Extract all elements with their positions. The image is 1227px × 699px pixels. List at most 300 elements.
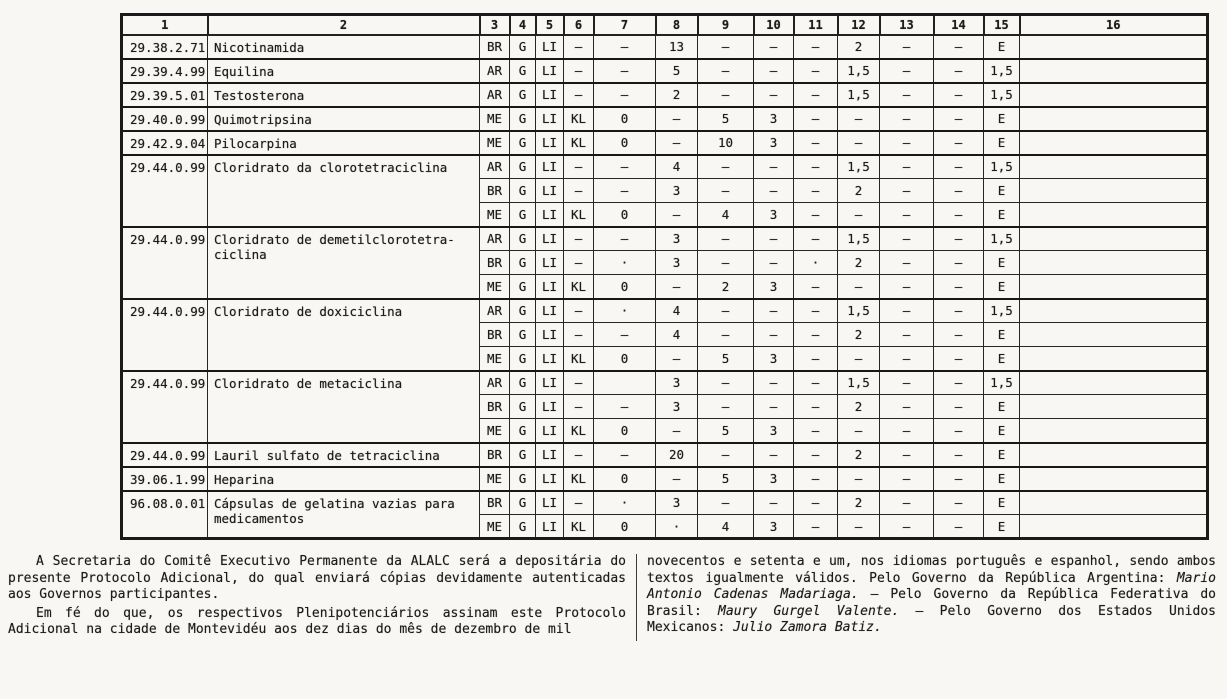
value-cell-col-10: 3 xyxy=(754,467,794,491)
value-cell-col-11: — xyxy=(794,371,838,395)
value-cell-col-9: 5 xyxy=(698,347,754,371)
value-cell-col-13: — xyxy=(880,251,934,275)
tariff-code-cell: 29.42.9.04 xyxy=(122,131,208,155)
table-row xyxy=(122,35,1208,59)
value-cell-col-13: — xyxy=(880,443,934,467)
value-cell-col-13: — xyxy=(880,107,934,131)
value-cell-col-11: — xyxy=(794,299,838,323)
value-cell-col-12: — xyxy=(838,107,880,131)
value-cell-col-14: — xyxy=(934,227,984,251)
value-cell-col-8: 3 xyxy=(656,227,698,251)
value-cell-col-15: E xyxy=(984,107,1020,131)
value-cell-col-9: 2 xyxy=(698,275,754,299)
value-cell-col-8: 3 xyxy=(656,179,698,203)
value-cell-col-9: — xyxy=(698,251,754,275)
value-cell-col-9: — xyxy=(698,299,754,323)
table-body xyxy=(122,35,1208,539)
value-cell-col-12: — xyxy=(838,347,880,371)
value-cell-col-3: ME xyxy=(480,131,510,155)
value-cell-col-15: E xyxy=(984,35,1020,59)
table-row xyxy=(122,371,1208,395)
value-cell-col-14: — xyxy=(934,371,984,395)
value-cell-col-13: — xyxy=(880,347,934,371)
value-cell-col-3: AR xyxy=(480,371,510,395)
value-cell-col-4: G xyxy=(510,299,536,323)
value-cell-col-9: — xyxy=(698,371,754,395)
signatory-name: Julio Zamora Batiz. xyxy=(733,620,882,635)
value-cell-col-10: 3 xyxy=(754,419,794,443)
column-header: 7 xyxy=(594,15,656,35)
value-cell-col-8: · xyxy=(656,515,698,539)
value-cell-col-11: — xyxy=(794,35,838,59)
value-cell-col-15: 1,5 xyxy=(984,227,1020,251)
tariff-code-cell: 29.44.0.99 xyxy=(122,371,208,443)
value-cell-col-16 xyxy=(1020,515,1208,539)
tariff-code-cell: 29.44.0.99 xyxy=(122,443,208,467)
value-cell-col-10: — xyxy=(754,35,794,59)
value-cell-col-11: — xyxy=(794,203,838,227)
value-cell-col-13: — xyxy=(880,419,934,443)
value-cell-col-14: — xyxy=(934,347,984,371)
value-cell-col-6: KL xyxy=(564,107,594,131)
value-cell-col-6: — xyxy=(564,371,594,395)
value-cell-col-10: — xyxy=(754,155,794,179)
value-cell-col-9: — xyxy=(698,59,754,83)
value-cell-col-14: — xyxy=(934,491,984,515)
tariff-code-cell: 29.39.5.01 xyxy=(122,83,208,107)
product-name-cell: Cloridrato da clorotetraciclina xyxy=(208,155,480,227)
value-cell-col-8: — xyxy=(656,203,698,227)
value-cell-col-3: AR xyxy=(480,299,510,323)
value-cell-col-4: G xyxy=(510,467,536,491)
value-cell-col-3: ME xyxy=(480,107,510,131)
value-cell-col-10: — xyxy=(754,227,794,251)
value-cell-col-5: LI xyxy=(536,347,564,371)
value-cell-col-6: — xyxy=(564,443,594,467)
column-header: 8 xyxy=(656,15,698,35)
value-cell-col-5: LI xyxy=(536,299,564,323)
value-cell-col-6: KL xyxy=(564,203,594,227)
value-cell-col-11: — xyxy=(794,155,838,179)
product-name-cell: Lauril sulfato de tetraciclina xyxy=(208,443,480,467)
value-cell-col-7: — xyxy=(594,227,656,251)
value-cell-col-15: E xyxy=(984,323,1020,347)
value-cell-col-16 xyxy=(1020,131,1208,155)
value-cell-col-8: 3 xyxy=(656,371,698,395)
value-cell-col-4: G xyxy=(510,203,536,227)
value-cell-col-8: 20 xyxy=(656,443,698,467)
value-cell-col-3: BR xyxy=(480,443,510,467)
value-cell-col-5: LI xyxy=(536,443,564,467)
value-cell-col-6: KL xyxy=(564,467,594,491)
value-cell-col-13: — xyxy=(880,467,934,491)
value-cell-col-5: LI xyxy=(536,179,564,203)
value-cell-col-16 xyxy=(1020,227,1208,251)
value-cell-col-16 xyxy=(1020,491,1208,515)
value-cell-col-12: 2 xyxy=(838,323,880,347)
value-cell-col-3: AR xyxy=(480,227,510,251)
product-name-cell: Cloridrato de doxiciclina xyxy=(208,299,480,371)
value-cell-col-11: — xyxy=(794,323,838,347)
value-cell-col-15: E xyxy=(984,443,1020,467)
value-cell-col-5: LI xyxy=(536,59,564,83)
value-cell-col-5: LI xyxy=(536,107,564,131)
value-cell-col-11: — xyxy=(794,131,838,155)
value-cell-col-3: ME xyxy=(480,467,510,491)
value-cell-col-10: — xyxy=(754,59,794,83)
value-cell-col-4: G xyxy=(510,275,536,299)
product-name-cell: Equilina xyxy=(208,59,480,83)
footer-text-segment: — Pelo Governo dos Estados Unidos Mexicanos: xyxy=(647,603,1216,635)
value-cell-col-14: — xyxy=(934,107,984,131)
column-header: 13 xyxy=(880,15,934,35)
value-cell-col-9: — xyxy=(698,179,754,203)
value-cell-col-5: LI xyxy=(536,155,564,179)
value-cell-col-13: — xyxy=(880,395,934,419)
value-cell-col-10: — xyxy=(754,491,794,515)
value-cell-col-6: — xyxy=(564,59,594,83)
value-cell-col-15: E xyxy=(984,467,1020,491)
value-cell-col-12: 2 xyxy=(838,179,880,203)
value-cell-col-16 xyxy=(1020,59,1208,83)
tariff-code-cell: 29.44.0.99 xyxy=(122,155,208,227)
value-cell-col-15: E xyxy=(984,179,1020,203)
value-cell-col-7: — xyxy=(594,35,656,59)
value-cell-col-10: — xyxy=(754,251,794,275)
value-cell-col-8: 4 xyxy=(656,155,698,179)
value-cell-col-8: 3 xyxy=(656,251,698,275)
footer-left-column xyxy=(8,554,626,641)
value-cell-col-16 xyxy=(1020,107,1208,131)
footer-paragraph: Em fé do que, os respectivos Plenipotenciários assinam este Protocolo Adicional na cidade de Montevidéu aos dez dias do mês de dezembro de mil xyxy=(8,605,626,637)
value-cell-col-7: — xyxy=(594,83,656,107)
value-cell-col-6: — xyxy=(564,179,594,203)
value-cell-col-3: BR xyxy=(480,323,510,347)
value-cell-col-10: — xyxy=(754,323,794,347)
value-cell-col-12: 1,5 xyxy=(838,227,880,251)
value-cell-col-13: — xyxy=(880,131,934,155)
value-cell-col-10: 3 xyxy=(754,515,794,539)
value-cell-col-16 xyxy=(1020,467,1208,491)
value-cell-col-13: — xyxy=(880,35,934,59)
value-cell-col-8: 3 xyxy=(656,491,698,515)
tariff-code-cell: 29.44.0.99 xyxy=(122,299,208,371)
value-cell-col-16 xyxy=(1020,347,1208,371)
value-cell-col-5: LI xyxy=(536,275,564,299)
value-cell-col-7: 0 xyxy=(594,107,656,131)
value-cell-col-11: — xyxy=(794,419,838,443)
value-cell-col-10: — xyxy=(754,443,794,467)
value-cell-col-7: — xyxy=(594,443,656,467)
value-cell-col-3: BR xyxy=(480,491,510,515)
value-cell-col-12: 1,5 xyxy=(838,299,880,323)
footer-paragraph: A Secretaria do Comitê Executivo Permanente da ALALC será a depositária do presente Protocolo Adicional, do qual enviará cópias devidamente autenticadas aos Governos participantes. xyxy=(8,554,626,602)
value-cell-col-14: — xyxy=(934,275,984,299)
value-cell-col-11: · xyxy=(794,251,838,275)
value-cell-col-7: 0 xyxy=(594,131,656,155)
value-cell-col-14: — xyxy=(934,131,984,155)
tariff-concessions-table xyxy=(120,13,1209,540)
value-cell-col-6: — xyxy=(564,491,594,515)
value-cell-col-5: LI xyxy=(536,251,564,275)
value-cell-col-11: — xyxy=(794,179,838,203)
value-cell-col-15: 1,5 xyxy=(984,83,1020,107)
value-cell-col-14: — xyxy=(934,155,984,179)
footer-text-segment: — Pelo Governo da República Federativa do Brasil: xyxy=(647,587,1216,619)
tariff-code-cell: 29.39.4.99 xyxy=(122,59,208,83)
value-cell-col-3: BR xyxy=(480,251,510,275)
value-cell-col-13: — xyxy=(880,275,934,299)
column-header: 9 xyxy=(698,15,754,35)
value-cell-col-4: G xyxy=(510,491,536,515)
value-cell-col-6: KL xyxy=(564,275,594,299)
value-cell-col-12: — xyxy=(838,203,880,227)
value-cell-col-3: ME xyxy=(480,419,510,443)
value-cell-col-9: — xyxy=(698,443,754,467)
column-header: 2 xyxy=(208,15,480,35)
value-cell-col-8: — xyxy=(656,467,698,491)
value-cell-col-9: — xyxy=(698,227,754,251)
value-cell-col-4: G xyxy=(510,107,536,131)
value-cell-col-11: — xyxy=(794,107,838,131)
value-cell-col-3: ME xyxy=(480,275,510,299)
value-cell-col-15: E xyxy=(984,131,1020,155)
value-cell-col-13: — xyxy=(880,179,934,203)
value-cell-col-16 xyxy=(1020,155,1208,179)
value-cell-col-9: — xyxy=(698,35,754,59)
value-cell-col-8: 4 xyxy=(656,299,698,323)
value-cell-col-6: KL xyxy=(564,419,594,443)
value-cell-col-7: 0 xyxy=(594,275,656,299)
value-cell-col-10: 3 xyxy=(754,347,794,371)
value-cell-col-13: — xyxy=(880,155,934,179)
footer-right-column xyxy=(647,554,1216,641)
value-cell-col-10: — xyxy=(754,395,794,419)
value-cell-col-15: E xyxy=(984,203,1020,227)
value-cell-col-14: — xyxy=(934,323,984,347)
value-cell-col-16 xyxy=(1020,299,1208,323)
table-row xyxy=(122,107,1208,131)
value-cell-col-5: LI xyxy=(536,227,564,251)
value-cell-col-7: — xyxy=(594,323,656,347)
value-cell-col-12: 2 xyxy=(838,395,880,419)
value-cell-col-7: — xyxy=(594,179,656,203)
value-cell-col-7: · xyxy=(594,299,656,323)
value-cell-col-15: E xyxy=(984,419,1020,443)
value-cell-col-16 xyxy=(1020,371,1208,395)
value-cell-col-5: LI xyxy=(536,131,564,155)
value-cell-col-9: 5 xyxy=(698,467,754,491)
value-cell-col-13: — xyxy=(880,491,934,515)
value-cell-col-5: LI xyxy=(536,371,564,395)
value-cell-col-4: G xyxy=(510,83,536,107)
value-cell-col-11: — xyxy=(794,59,838,83)
product-name-cell: Testosterona xyxy=(208,83,480,107)
value-cell-col-12: — xyxy=(838,275,880,299)
value-cell-col-14: — xyxy=(934,35,984,59)
value-cell-col-13: — xyxy=(880,371,934,395)
value-cell-col-13: — xyxy=(880,299,934,323)
product-name-cell: Pilocarpina xyxy=(208,131,480,155)
value-cell-col-10: 3 xyxy=(754,203,794,227)
value-cell-col-9: — xyxy=(698,395,754,419)
column-header: 1 xyxy=(122,15,208,35)
value-cell-col-12: 2 xyxy=(838,35,880,59)
value-cell-col-6: — xyxy=(564,323,594,347)
value-cell-col-16 xyxy=(1020,83,1208,107)
value-cell-col-5: LI xyxy=(536,515,564,539)
value-cell-col-6: — xyxy=(564,299,594,323)
value-cell-col-15: E xyxy=(984,395,1020,419)
value-cell-col-10: — xyxy=(754,299,794,323)
tariff-code-cell: 39.06.1.99 xyxy=(122,467,208,491)
value-cell-col-11: — xyxy=(794,491,838,515)
value-cell-col-9: — xyxy=(698,323,754,347)
value-cell-col-13: — xyxy=(880,83,934,107)
value-cell-col-15: 1,5 xyxy=(984,155,1020,179)
value-cell-col-5: LI xyxy=(536,491,564,515)
value-cell-col-15: 1,5 xyxy=(984,371,1020,395)
footer-right-text xyxy=(647,554,1216,637)
value-cell-col-7: 0 xyxy=(594,419,656,443)
value-cell-col-15: E xyxy=(984,515,1020,539)
value-cell-col-9: 5 xyxy=(698,419,754,443)
value-cell-col-12: 1,5 xyxy=(838,155,880,179)
column-header: 5 xyxy=(536,15,564,35)
value-cell-col-4: G xyxy=(510,155,536,179)
product-name-cell: Cloridrato de demetilclorotetra- ciclina xyxy=(208,227,480,299)
value-cell-col-10: 3 xyxy=(754,275,794,299)
value-cell-col-4: G xyxy=(510,179,536,203)
value-cell-col-12: 2 xyxy=(838,443,880,467)
value-cell-col-15: 1,5 xyxy=(984,59,1020,83)
value-cell-col-5: LI xyxy=(536,35,564,59)
value-cell-col-6: — xyxy=(564,155,594,179)
value-cell-col-12: 2 xyxy=(838,251,880,275)
value-cell-col-9: — xyxy=(698,83,754,107)
table-row xyxy=(122,299,1208,323)
value-cell-col-15: E xyxy=(984,491,1020,515)
value-cell-col-3: BR xyxy=(480,179,510,203)
signatory-name: Mario Antonio Cadenas Madariaga. xyxy=(647,570,1216,602)
value-cell-col-14: — xyxy=(934,515,984,539)
value-cell-col-8: — xyxy=(656,275,698,299)
value-cell-col-3: BR xyxy=(480,395,510,419)
value-cell-col-16 xyxy=(1020,251,1208,275)
value-cell-col-6: KL xyxy=(564,131,594,155)
value-cell-col-11: — xyxy=(794,395,838,419)
column-header: 12 xyxy=(838,15,880,35)
value-cell-col-8: — xyxy=(656,419,698,443)
value-cell-col-14: — xyxy=(934,251,984,275)
value-cell-col-3: AR xyxy=(480,59,510,83)
value-cell-col-7: 0 xyxy=(594,515,656,539)
value-cell-col-14: — xyxy=(934,83,984,107)
product-name-cell: Heparina xyxy=(208,467,480,491)
value-cell-col-9: 5 xyxy=(698,107,754,131)
value-cell-col-5: LI xyxy=(536,419,564,443)
value-cell-col-7: · xyxy=(594,251,656,275)
value-cell-col-8: 4 xyxy=(656,323,698,347)
value-cell-col-6: — xyxy=(564,395,594,419)
value-cell-col-8: — xyxy=(656,347,698,371)
value-cell-col-12: — xyxy=(838,467,880,491)
value-cell-col-16 xyxy=(1020,395,1208,419)
value-cell-col-5: LI xyxy=(536,83,564,107)
table-row xyxy=(122,467,1208,491)
value-cell-col-15: E xyxy=(984,275,1020,299)
product-name-cell: Cápsulas de gelatina vazias para medicamentos xyxy=(208,491,480,539)
value-cell-col-12: 1,5 xyxy=(838,59,880,83)
value-cell-col-16 xyxy=(1020,443,1208,467)
value-cell-col-4: G xyxy=(510,419,536,443)
value-cell-col-4: G xyxy=(510,347,536,371)
value-cell-col-5: LI xyxy=(536,323,564,347)
value-cell-col-14: — xyxy=(934,443,984,467)
value-cell-col-11: — xyxy=(794,467,838,491)
value-cell-col-4: G xyxy=(510,251,536,275)
signatory-name: Maury Gurgel Valente. xyxy=(718,603,900,619)
value-cell-col-16 xyxy=(1020,275,1208,299)
column-header: 16 xyxy=(1020,15,1208,35)
value-cell-col-10: — xyxy=(754,371,794,395)
value-cell-col-8: 2 xyxy=(656,83,698,107)
value-cell-col-10: — xyxy=(754,179,794,203)
value-cell-col-16 xyxy=(1020,419,1208,443)
value-cell-col-15: 1,5 xyxy=(984,299,1020,323)
column-header: 4 xyxy=(510,15,536,35)
value-cell-col-4: G xyxy=(510,443,536,467)
value-cell-col-3: ME xyxy=(480,203,510,227)
product-name-cell: Quimotripsina xyxy=(208,107,480,131)
value-cell-col-8: — xyxy=(656,131,698,155)
tariff-code-cell: 29.44.0.99 xyxy=(122,227,208,299)
value-cell-col-13: — xyxy=(880,59,934,83)
value-cell-col-10: 3 xyxy=(754,107,794,131)
value-cell-col-13: — xyxy=(880,515,934,539)
value-cell-col-3: BR xyxy=(480,35,510,59)
value-cell-col-6: KL xyxy=(564,347,594,371)
table-row xyxy=(122,227,1208,251)
value-cell-col-4: G xyxy=(510,371,536,395)
value-cell-col-13: — xyxy=(880,203,934,227)
value-cell-col-9: — xyxy=(698,155,754,179)
value-cell-col-7: 0 xyxy=(594,347,656,371)
value-cell-col-6: KL xyxy=(564,515,594,539)
tariff-code-cell: 29.40.0.99 xyxy=(122,107,208,131)
value-cell-col-10: 3 xyxy=(754,131,794,155)
value-cell-col-7: 0 xyxy=(594,467,656,491)
value-cell-col-7: — xyxy=(594,59,656,83)
value-cell-col-3: ME xyxy=(480,347,510,371)
product-name-cell: Nicotinamida xyxy=(208,35,480,59)
value-cell-col-10: — xyxy=(754,83,794,107)
value-cell-col-4: G xyxy=(510,59,536,83)
value-cell-col-12: — xyxy=(838,131,880,155)
tariff-code-cell: 96.08.0.01 xyxy=(122,491,208,539)
value-cell-col-16 xyxy=(1020,35,1208,59)
table-row xyxy=(122,155,1208,179)
value-cell-col-11: — xyxy=(794,275,838,299)
value-cell-col-14: — xyxy=(934,203,984,227)
value-cell-col-11: — xyxy=(794,83,838,107)
value-cell-col-9: 4 xyxy=(698,515,754,539)
table-row xyxy=(122,83,1208,107)
value-cell-col-12: 1,5 xyxy=(838,83,880,107)
value-cell-col-14: — xyxy=(934,467,984,491)
footer-column-divider xyxy=(636,554,637,641)
value-cell-col-12: — xyxy=(838,515,880,539)
